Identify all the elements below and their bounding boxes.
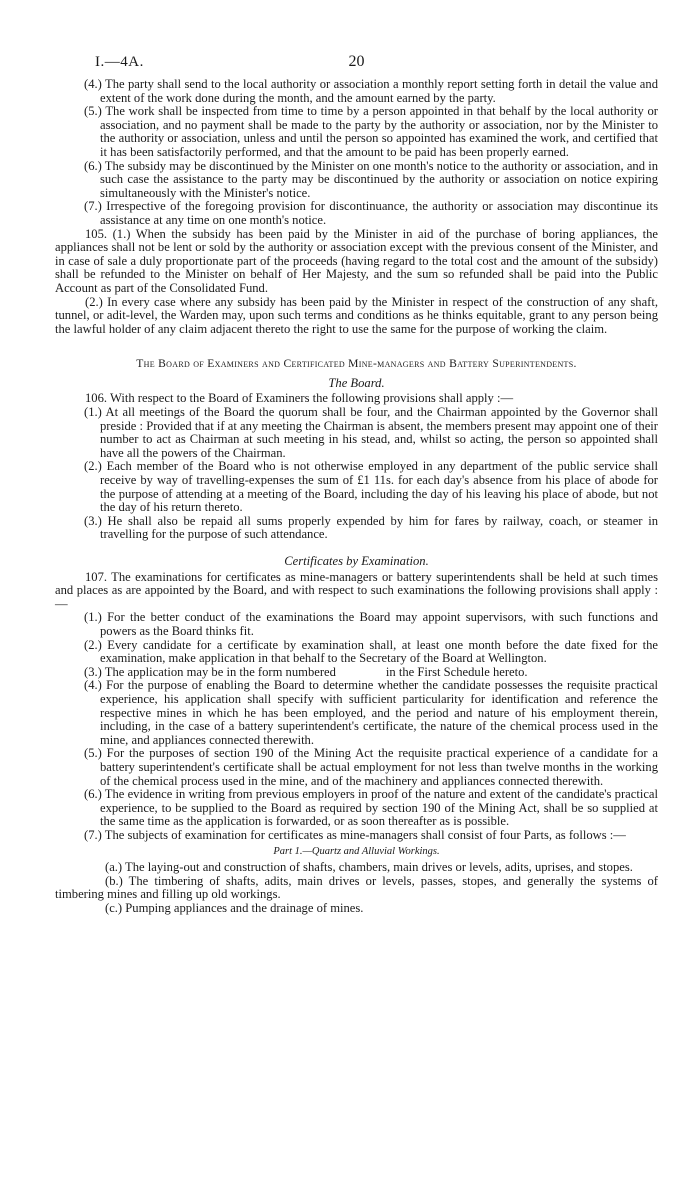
- page-number: 20: [348, 53, 365, 70]
- board-heading: The Board of Examiners and Certificated Mine-managers and Battery Superintendents.: [136, 357, 577, 371]
- part-1-item-a: (a.) The laying-out and construction of shafts, chambers, main drives or levels, adits, uprises, and stopes.: [105, 860, 633, 875]
- section-107-clause-6: (6.) The evidence in writing from previous employers in proof of the nature and extent of the candidate's practical experience, to be supplied to the Board as required by section 190 of the Mining Act, shall be so supplied at the same time as the application is forwarded, or as soon thereafter as is possible.: [84, 787, 658, 829]
- part-1-items: [55, 861, 658, 915]
- part-1-heading: Part 1.—Quartz and Alluvial Workings.: [273, 846, 440, 858]
- section-107-clause-4: (4.) For the purpose of enabling the Board to determine whether the candidate possesses the requisite practical experience, his application shall specify with sufficient particularity for identification and reference the respective mines in which he has been employed, and the period and nature of his employment therein, including, in the case of a battery superintendent's certificate, the nature of the chemical process used in the mine, and appliances connected therewith.: [84, 678, 658, 747]
- section-106-clause-3: (3.) He shall also be repaid all sums properly expended by him for fares by railway, coach, or steamer in travelling for the purpose of such attendance.: [84, 513, 658, 542]
- section-105: [55, 228, 658, 337]
- clause-6: (6.) The subsidy may be discontinued by the Minister on one month's notice to the authority or association, and in such case the assistance to the party may be discontinued by the authority or association on notice expiring simultaneously with the Minister's notice.: [84, 158, 658, 200]
- clause-5: (5.) The work shall be inspected from time to time by a person appointed in that behalf by the local authority or association, and no payment shall be made to the party by the authority or association, nor by the Minister to the authority or association, unless and until the person so appointed has examined the work, and certified that it has been satisfactorily performed, and that the amount to be paid has been properly earned.: [84, 104, 658, 159]
- section-107-clause-5: (5.) For the purposes of section 190 of the Mining Act the requisite practical experience of a candidate for a battery superintendent's certificate shall be actual employment for not less than twelve months in the working of the chemical process used in the mine, and of the machinery and appliances connected therewith.: [84, 746, 658, 788]
- part-1-item-c: (c.) Pumping appliances and the drainage of mines.: [105, 900, 364, 915]
- page-header: [55, 0, 658, 78]
- certificates-heading: Certificates by Examination.: [284, 554, 429, 568]
- clause-7: (7.) Irrespective of the foregoing provision for discontinuance, the authority or association may discontinue its assistance at any time on one month's notice.: [84, 199, 658, 227]
- clause-3-after: in the First Schedule hereto.: [385, 664, 528, 679]
- board-subheading: The Board.: [328, 375, 385, 390]
- part-1-item-b: (b.) The timbering of shafts, adits, main drives or levels, passes, stopes, and generally the systems of timbering mines and filling up old workings.: [55, 873, 658, 902]
- section-106-intro: 106. With respect to the Board of Examiners the following provisions shall apply :—: [85, 391, 514, 406]
- section-107: [55, 571, 658, 843]
- section-105-sub-2: (2.) In every case where any subsidy has been paid by the Minister in respect of the construction of any shaft, tunnel, or adit-level, the Warden may, upon such terms and conditions as he thinks equitable, grant to any person being the lawful holder of any claim adjacent thereto the right to use the same for the purpose of working the claim.: [55, 294, 658, 336]
- section-106-clause-2: (2.) Each member of the Board who is not otherwise employed in any department of the public service shall receive by way of travelling-expenses the sum of £1 11s. for each day's absence from his place of abode for the purpose of attending at a meeting of the Board, including the day of his leaving his place of abode, but not the day of his return thereto.: [84, 459, 658, 515]
- section-107-clause-3: [55, 666, 658, 680]
- section-106: [55, 392, 658, 542]
- section-107-clause-2: (2.) Every candidate for a certificate by examination shall, at least one month before the date fixed for the examination, make application in that behalf to the Secretary of the Board at Wellington.: [84, 637, 658, 666]
- section-106-clause-1: (1.) At all meetings of the Board the quorum shall be four, and the Chairman appointed by the Governor shall preside : Provided that if at any meeting the Chairman is absent, the members present may appoint one of their number to act as Chairman at such meeting in his stead, and, whilst so acting, the person so appointed shall have all the powers of the Chairman.: [84, 405, 658, 460]
- section-107-clause-1: (1.) For the better conduct of the examinations the Board may appoint supervisors, with such functions and powers as the Board thinks fit.: [84, 610, 658, 638]
- top-clauses: [55, 78, 658, 228]
- section-107-clause-7: (7.) The subjects of examination for certificates as mine-managers shall consist of four Parts, as follows :—: [84, 827, 626, 842]
- section-107-intro: 107. The examinations for certificates as mine-managers or battery superintendents shall be held at such times and places as are appointed by the Board, and with respect to such examinations the following provisions shall apply :—: [55, 569, 658, 611]
- section-105-sub-1: 105. (1.) When the subsidy has been paid by the Minister in aid of the purchase of boring appliances, the appliances shall not be lent or sold by the authority or association except with the previous consent of the Minister, and in case of sale a duly proportionate part of the proceeds (having regard to the total cost and the amount of the subsidy) shall be refunded to the Minister on behalf of Her Majesty, and the sum so refunded shall be paid into the Public Account as part of the Consolidated Fund.: [55, 226, 658, 295]
- clause-4: (4.) The party shall send to the local authority or association a monthly report setting forth in detail the value and extent of the work done during the month, and the amount earned by the party.: [84, 77, 658, 105]
- clause-3-before: (3.) The application may be in the form numbered: [84, 664, 336, 679]
- document-reference: I.—4A.: [95, 54, 144, 70]
